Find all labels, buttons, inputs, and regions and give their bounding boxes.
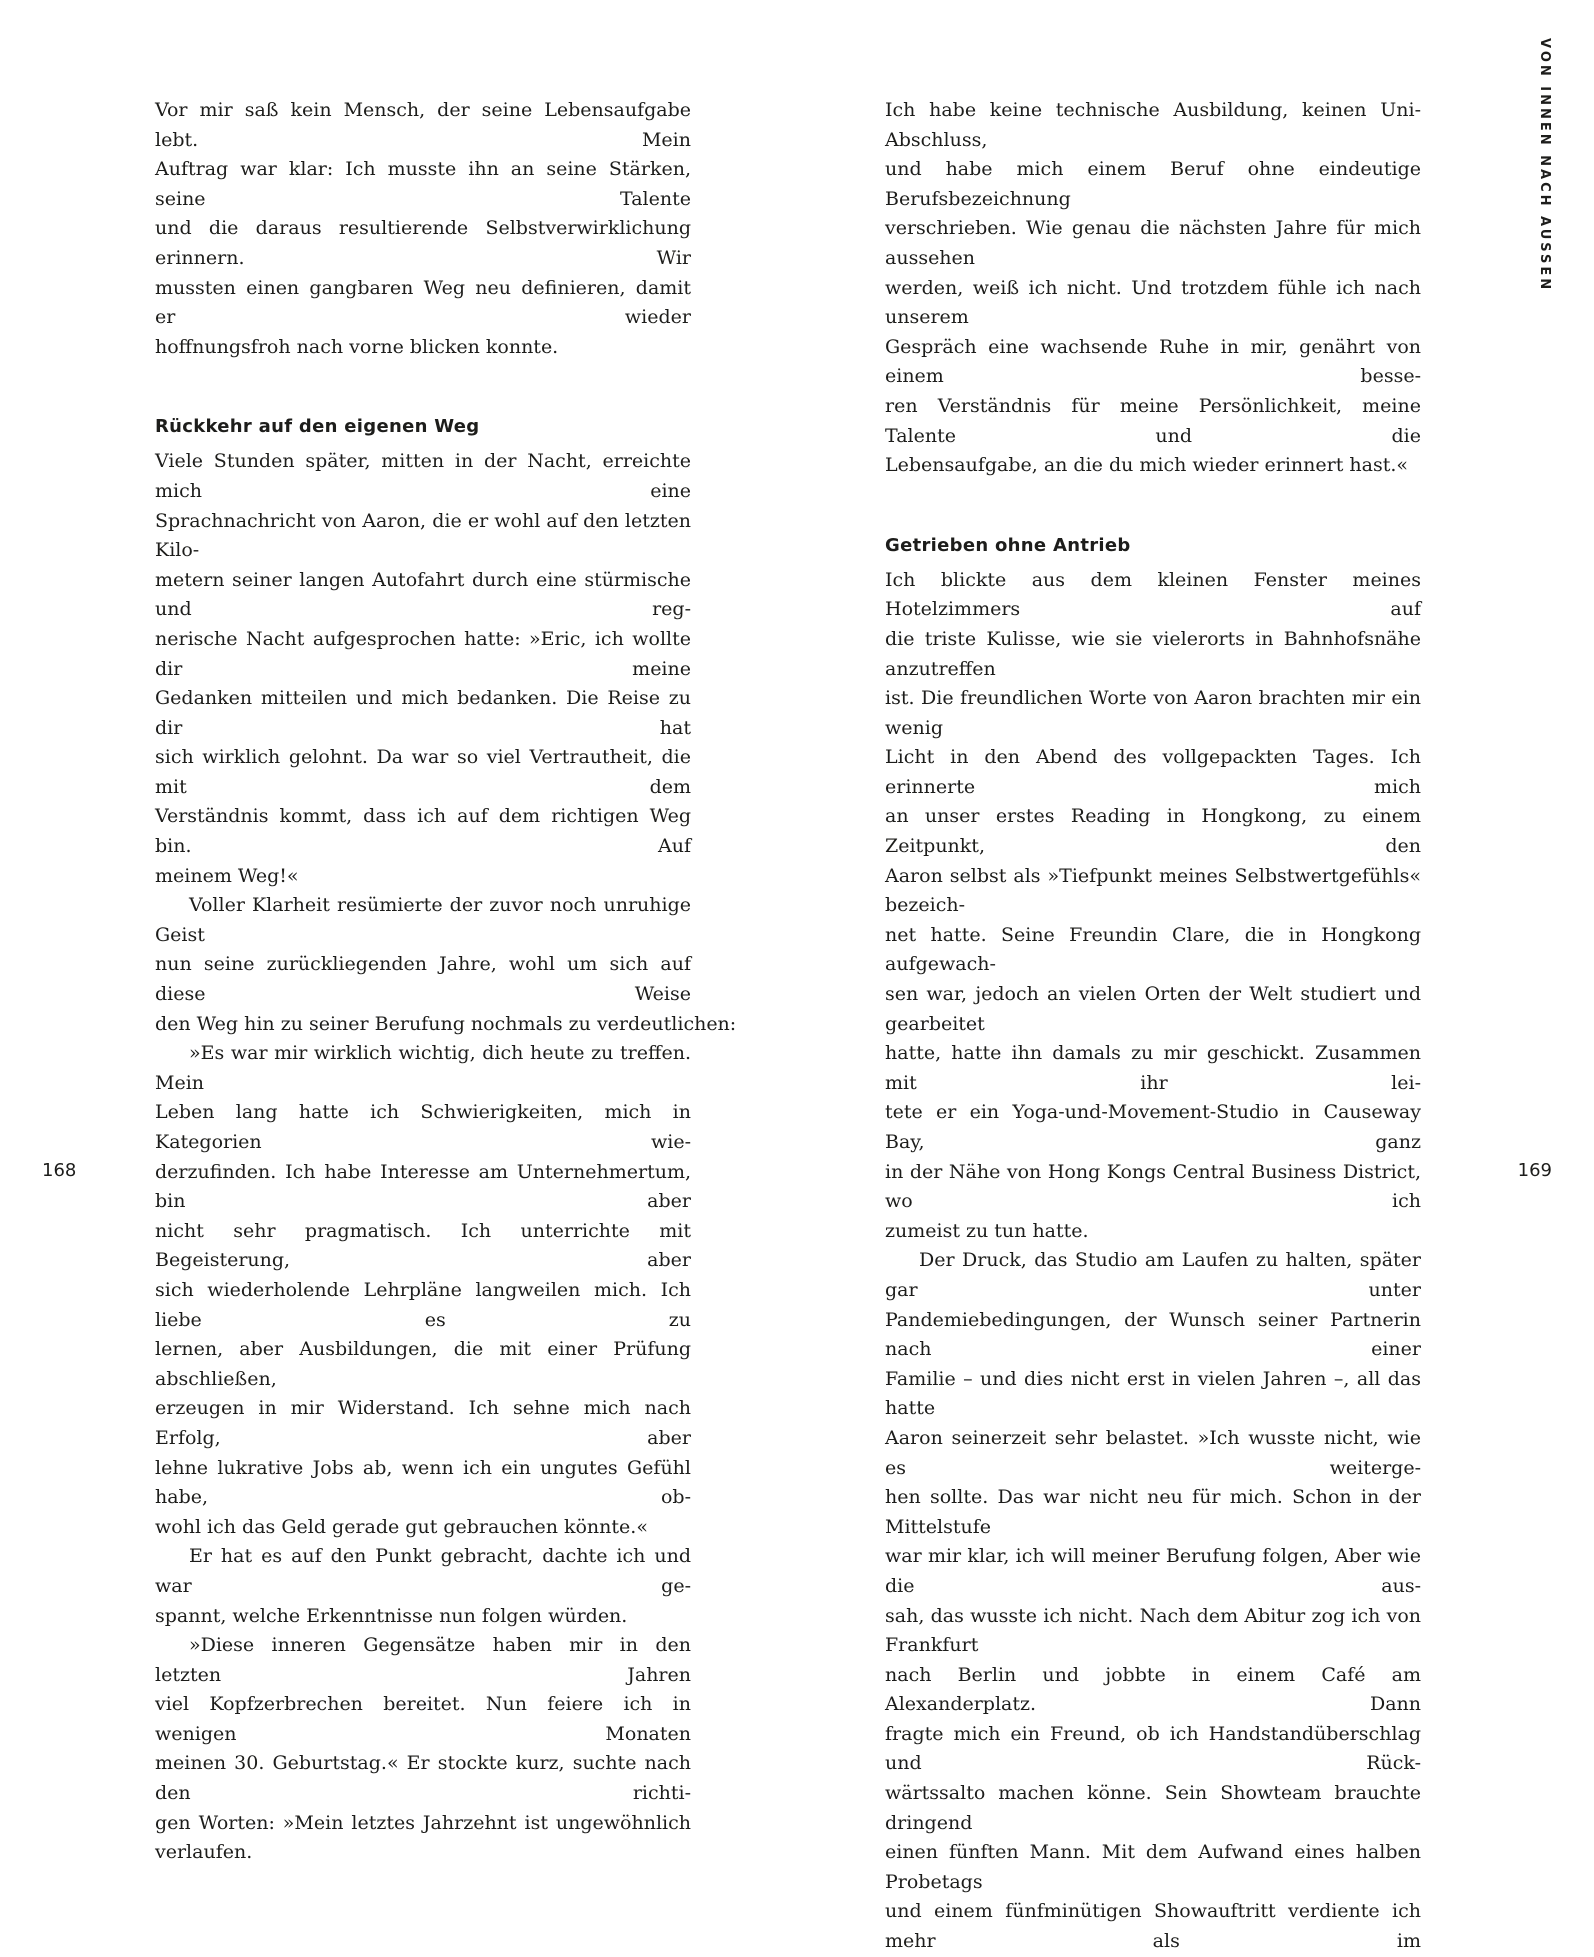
- text-line: Gespräch eine wachsende Ruhe in mir, genährt von einem besse-: [885, 335, 1421, 388]
- text-line: nach Berlin und jobbte in einem Café am Alexanderplatz. Dann: [885, 1663, 1421, 1716]
- text-line: Viele Stunden später, mitten in der Nacht, erreichte mich eine: [155, 450, 691, 502]
- page-number-left: 168: [42, 1160, 77, 1181]
- text-line: fragte mich ein Freund, ob ich Handstandüberschlag und Rück-: [885, 1722, 1421, 1775]
- left-paragraph-1: [155, 447, 691, 891]
- text-line: lehne lukrative Jobs ab, wenn ich ein ungutes Gefühl habe, ob-: [155, 1456, 691, 1509]
- text-line: Lebensaufgabe, an die du mich wieder erinnert hast.«: [885, 454, 1409, 477]
- text-line: hen sollte. Das war nicht neu für mich. Schon in der Mittelstufe: [885, 1486, 1421, 1538]
- text-line: sich wiederholende Lehrpläne langweilen mich. Ich liebe es zu: [155, 1278, 691, 1331]
- left-text-column: [155, 96, 737, 1868]
- right-intro-paragraph: [885, 96, 1421, 481]
- text-line: Voller Klarheit resümierte der zuvor noch unruhige Geist: [155, 894, 691, 946]
- text-line: Aaron seinerzeit sehr belastet. »Ich wusste nicht, wie es weiterge-: [885, 1426, 1421, 1479]
- text-line: viel Kopfzerbrechen bereitet. Nun feiere ich in wenigen Monaten: [155, 1693, 691, 1745]
- text-line: den Weg hin zu seiner Berufung nochmals zu verdeutlichen:: [155, 1012, 737, 1035]
- text-line: sah, das wusste ich nicht. Nach dem Abitur zog ich von Frankfurt: [885, 1604, 1421, 1657]
- text-line: hatte, hatte ihn damals zu mir geschickt. Zusammen mit ihr lei-: [885, 1042, 1421, 1094]
- text-line: Gedanken mitteilen und mich bedanken. Die Reise zu dir hat: [155, 687, 691, 739]
- text-line: Licht in den Abend des vollgepackten Tages. Ich erinnerte mich: [885, 746, 1421, 798]
- text-line: »Diese inneren Gegensätze haben mir in den letzten Jahren: [155, 1634, 691, 1686]
- text-line: und einem fünfminütigen Showauftritt verdiente ich mehr als im: [885, 1900, 1421, 1953]
- text-line: Aaron selbst als »Tiefpunkt meines Selbstwertgefühls« bezeich-: [885, 864, 1421, 917]
- text-line: nicht sehr pragmatisch. Ich unterrichte mit Begeisterung, aber: [155, 1219, 691, 1272]
- text-line: ren Verständnis für meine Persönlichkeit, meine Talente und die: [885, 394, 1421, 447]
- running-head: VON INNEN NACH AUSSEN: [1537, 38, 1552, 293]
- text-line: meinen 30. Geburtstag.« Er stockte kurz, suchte nach den richti-: [155, 1752, 691, 1805]
- text-line: sich wirklich gelohnt. Da war so viel Vertrautheit, die mit dem: [155, 746, 691, 798]
- left-paragraph-3: [155, 1039, 691, 1542]
- right-paragraph-2: [885, 1246, 1421, 1956]
- right-text-column: [885, 96, 1421, 1957]
- text-line: meinem Weg!«: [155, 864, 299, 887]
- page-number-right: 169: [1517, 1160, 1552, 1181]
- text-line: und habe mich einem Beruf ohne eindeutige Berufsbezeichnung: [885, 158, 1421, 210]
- text-line: gen Worten: »Mein letztes Jahrzehnt ist ungewöhnlich verlaufen.: [155, 1811, 691, 1864]
- text-line: nun seine zurückliegenden Jahre, wohl um sich auf diese Weise: [155, 953, 691, 1006]
- text-line: Vor mir saß kein Mensch, der seine Lebensaufgabe lebt. Mein: [155, 99, 691, 151]
- text-line: mussten einen gangbaren Weg neu definieren, damit er wieder: [155, 276, 691, 329]
- text-line: sen war, jedoch an vielen Orten der Welt studiert und gearbeitet: [885, 983, 1421, 1035]
- section-heading-rueckkehr: Rückkehr auf den eigenen Weg: [155, 416, 480, 438]
- text-line: einen fünften Mann. Mit dem Aufwand eines halben Probetags: [885, 1841, 1421, 1893]
- left-paragraph-5: [155, 1631, 691, 1868]
- text-line: Leben lang hatte ich Schwierigkeiten, mich in Kategorien wie-: [155, 1101, 691, 1153]
- text-line: verschrieben. Wie genau die nächsten Jahre für mich aussehen: [885, 217, 1421, 269]
- text-line: in der Nähe von Hong Kongs Central Business District, wo ich: [885, 1160, 1421, 1213]
- text-line: metern seiner langen Autofahrt durch eine stürmische und reg-: [155, 568, 691, 621]
- left-paragraph-4: [155, 1542, 691, 1631]
- text-line: Der Druck, das Studio am Laufen zu halten, später gar unter: [885, 1249, 1421, 1301]
- text-line: net hatte. Seine Freundin Clare, die in Hongkong aufgewach-: [885, 923, 1421, 976]
- text-line: Verständnis kommt, dass ich auf dem richtigen Weg bin. Auf: [155, 805, 691, 858]
- text-line: hoffnungsfroh nach vorne blicken konnte.: [155, 335, 559, 358]
- text-line: Er hat es auf den Punkt gebracht, dachte ich und war ge-: [155, 1545, 691, 1597]
- text-line: nerische Nacht aufgesprochen hatte: »Eric, ich wollte dir meine: [155, 627, 691, 680]
- text-line: Auftrag war klar: Ich musste ihn an seine Stärken, seine Talente: [155, 158, 691, 210]
- text-line: spannt, welche Erkenntnisse nun folgen würden.: [155, 1604, 628, 1627]
- text-line: ist. Die freundlichen Worte von Aaron brachten mir ein wenig: [885, 687, 1421, 739]
- left-paragraph-2: [155, 891, 737, 1039]
- text-line: und die daraus resultierende Selbstverwirklichung erinnern. Wir: [155, 217, 691, 269]
- text-line: derzufinden. Ich habe Interesse am Unternehmertum, bin aber: [155, 1160, 691, 1213]
- text-line: zumeist zu tun hatte.: [885, 1219, 1089, 1242]
- right-paragraph-1: [885, 566, 1421, 1247]
- left-page: [0, 0, 797, 1864]
- text-line: Familie – und dies nicht erst in vielen Jahren –, all das hatte: [885, 1367, 1421, 1420]
- text-line: tete er ein Yoga-und-Movement-Studio in Causeway Bay, ganz: [885, 1101, 1421, 1153]
- text-line: erzeugen in mir Widerstand. Ich sehne mich nach Erfolg, aber: [155, 1397, 691, 1449]
- text-line: »Es war mir wirklich wichtig, dich heute zu treffen. Mein: [155, 1042, 691, 1094]
- text-line: Pandemiebedingungen, der Wunsch seiner Partnerin nach einer: [885, 1308, 1421, 1361]
- text-line: war mir klar, ich will meiner Berufung folgen, Aber wie die aus-: [885, 1545, 1421, 1597]
- text-line: lernen, aber Ausbildungen, die mit einer Prüfung abschließen,: [155, 1338, 691, 1390]
- text-line: wohl ich das Geld gerade gut gebrauchen könnte.«: [155, 1515, 648, 1538]
- text-line: an unser erstes Reading in Hongkong, zu einem Zeitpunkt, den: [885, 805, 1421, 858]
- text-line: die triste Kulisse, wie sie vielerorts in Bahnhofsnähe anzutreffen: [885, 627, 1421, 680]
- left-intro-paragraph: [155, 96, 691, 362]
- text-line: Sprachnachricht von Aaron, die er wohl auf den letzten Kilo-: [155, 509, 691, 562]
- text-line: Ich habe keine technische Ausbildung, keinen Uni-Abschluss,: [885, 99, 1421, 151]
- text-line: Ich blickte aus dem kleinen Fenster meines Hotelzimmers auf: [885, 568, 1421, 621]
- right-page: [797, 0, 1594, 1953]
- section-heading-getrieben: Getrieben ohne Antrieb: [885, 534, 1131, 556]
- text-line: werden, weiß ich nicht. Und trotzdem fühle ich nach unserem: [885, 276, 1421, 329]
- text-line: wärtssalto machen könne. Sein Showteam brauchte dringend: [885, 1782, 1421, 1834]
